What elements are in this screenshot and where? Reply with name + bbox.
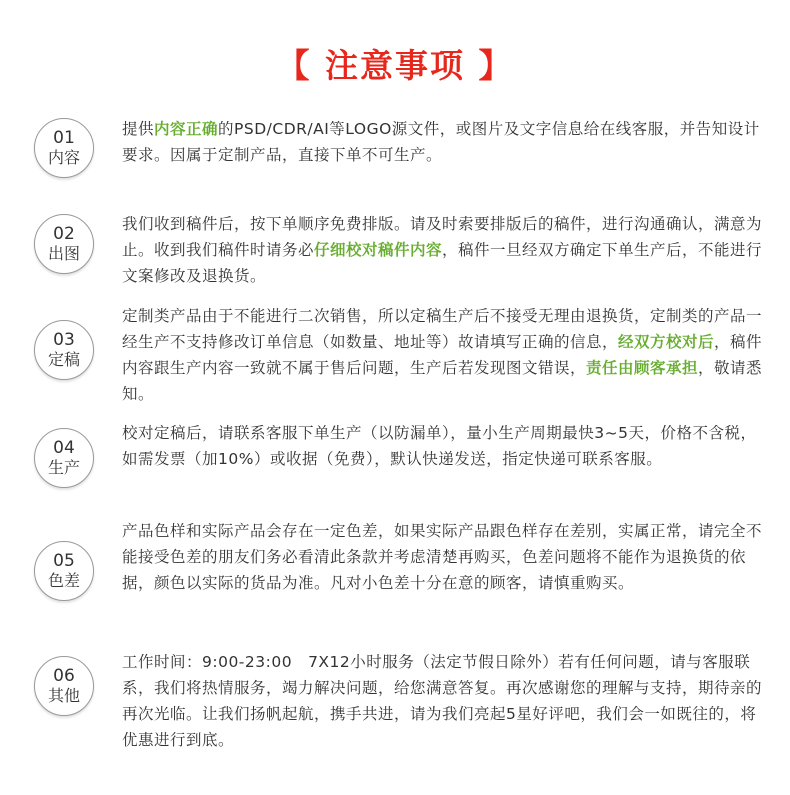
step-label: 色差 [47, 571, 80, 590]
highlight-text: 内容正确 [154, 120, 219, 138]
highlight-text: 仔细校对稿件内容 [314, 241, 443, 259]
step-number: 01 [53, 128, 75, 148]
step-number: 03 [53, 330, 75, 350]
section-text [122, 116, 770, 168]
step-badge [34, 428, 94, 488]
body-text: ，稿件一旦经双方确定下单生产后，不能进行文案修改及退换货。 [122, 241, 763, 285]
step-number: 04 [53, 438, 75, 458]
section-text [122, 649, 770, 753]
step-label: 其他 [47, 686, 80, 705]
section-text [122, 303, 770, 407]
section-text [122, 518, 770, 596]
step-badge [34, 320, 94, 380]
body-text: 产品色样和实际产品会存在一定色差，如果实际产品跟色样存在差别，实属正常，请完全不能接受色差的朋友们务必看清此条款并考虑清楚再购买，色差问题将不能作为退换货的依据，颜色以实际的货品为准。凡对小色差十分在意的顾客，请慎重购买。 [122, 522, 763, 592]
step-badge [34, 656, 94, 716]
step-badge [34, 214, 94, 274]
step-label: 定稿 [47, 350, 80, 369]
step-label: 内容 [47, 148, 80, 167]
page-title: 【 注意事项 】 [276, 46, 514, 85]
step-number: 06 [53, 666, 75, 686]
body-text: 工作时间：9:00-23:00 7X12小时服务（法定节假日除外）若有任何问题，请与客服联系，我们将热情服务，竭力解决问题，给您满意答复。再次感谢您的理解与支持，期待亲的再次光临。让我们扬帆起航，携手共进，请为我们亮起5星好评吧，我们会一如既往的，将优惠进行到底。 [122, 653, 763, 749]
step-number: 05 [53, 551, 75, 571]
body-text: 我们收到稿件后，按下单顺序免费排版。请及时索要排版后的稿件，进行沟通确认，满意为止。收到我们稿件时请务必 [122, 215, 763, 259]
body-text: 校对定稿后，请联系客服下单生产（以防漏单），量小生产周期最快3~5天，价格不含税，如需发票（加10%）或收据（免费），默认快递发送，指定快递可联系客服。 [122, 424, 757, 468]
highlight-text: 责任由顾客承担 [586, 359, 699, 377]
section-text [122, 420, 770, 472]
step-label: 出图 [47, 244, 80, 263]
step-number: 02 [53, 224, 75, 244]
section-text [122, 211, 770, 289]
body-text: ，敬请悉知。 [122, 359, 763, 403]
step-badge [34, 541, 94, 601]
body-text: ，稿件内容跟生产内容一致就不属于售后问题，生产后若发现图文错误， [122, 333, 763, 377]
body-text: 定制类产品由于不能进行二次销售，所以定稿生产后不接受无理由退换货，定制类的产品一经生产不支持修改订单信息（如数量、地址等）故请填写正确的信息， [122, 307, 763, 351]
step-label: 生产 [47, 458, 80, 477]
body-text: 提供 [122, 120, 155, 138]
body-text: 的PSD/CDR/AI等LOGO源文件，或图片及文字信息给在线客服，并告知设计要求。因属于定制产品，直接下单不可生产。 [122, 120, 760, 164]
highlight-text: 经双方校对后 [618, 333, 715, 351]
step-badge [34, 118, 94, 178]
